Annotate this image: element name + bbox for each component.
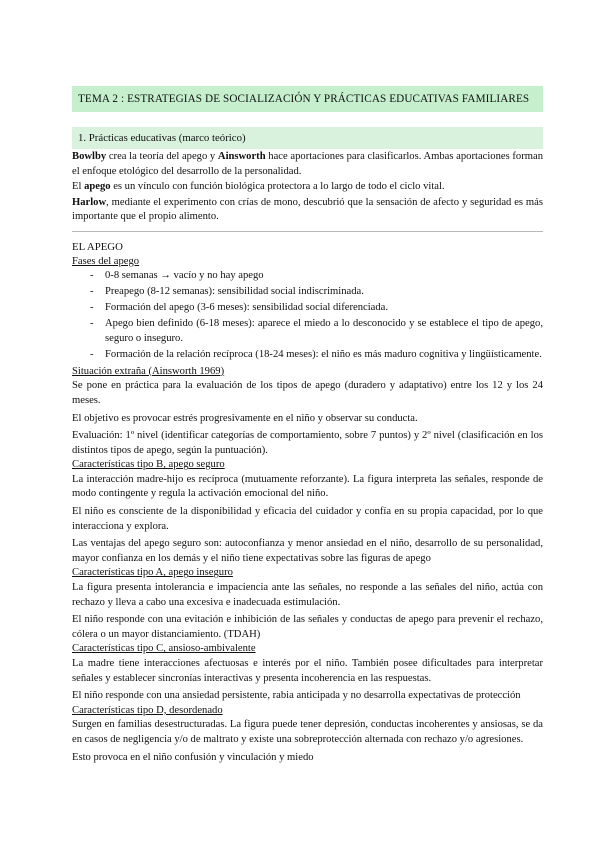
- harlow-text: , mediante el experimento con crías de mono, descubrió que la sensación de afecto y seguridad es más importante que el propio alimento.: [72, 196, 543, 223]
- apego-pre: El: [72, 181, 85, 193]
- ainsworth-name: Ainsworth: [217, 151, 266, 162]
- bowlby-name: Bowlby: [72, 151, 107, 162]
- dash-bullet: -: [90, 302, 94, 314]
- tipo-d-heading: Características tipo D, desordenado: [72, 704, 223, 716]
- dash-bullet: -: [90, 349, 94, 361]
- list-item: [90, 285, 543, 300]
- list-item: [90, 269, 543, 284]
- tipo-c-paragraph-2: El niño responde con una ansiedad persistente, rabia anticipada y no desarrolla expectativas de protección: [72, 690, 521, 702]
- bowlby-text-1: crea la teoría del apego y: [106, 151, 218, 162]
- list-item: [90, 301, 543, 316]
- tipo-b-paragraph-3: Las ventajas del apego seguro son: autoconfianza y menor ansiedad en el niño, desarrollo de su personalidad, mayor confianza en los demás y el niño tiene expectativas sobre las figuras de apego: [72, 538, 543, 564]
- tipo-d-paragraph-2: Esto provoca en el niño confusión y vinculación y miedo: [72, 751, 314, 763]
- section-heading-text: 1. Prácticas educativas (marco teórico): [78, 131, 246, 144]
- tipo-a-paragraph-1: La figura presenta intolerancia e impaciencia ante las señales, no responde a las señales del niño, actúa con rechazo y lleva a cabo una excesiva e inadecuada estimulación.: [72, 582, 543, 608]
- section-heading-practicas: [72, 127, 543, 149]
- fases-heading: Fases del apego: [72, 255, 140, 267]
- list-item: [90, 317, 543, 346]
- document-title: [72, 86, 543, 112]
- list-item: [90, 348, 543, 363]
- tipo-a-heading: Características tipo A, apego inseguro: [72, 567, 233, 579]
- bowlby-text-2: hace aportaciones para clasificarlos. Ambas aportaciones forman el enfoque etológico del desarrollo de la personalidad.: [72, 151, 543, 177]
- situacion-paragraph-1: Se pone en práctica para la evaluación de los tipos de apego (duradero y adaptativo) entre los 12 y los 24 meses.: [72, 380, 543, 406]
- list-item-text: Apego bien definido (6-18 meses): aparece el miedo a lo desconocido y se establece el tipo de apego, seguro o inseguro.: [105, 318, 543, 345]
- section-divider: [72, 231, 543, 232]
- intro-apego-paragraph: [72, 180, 543, 195]
- list-item-text: Formación del apego (3-6 meses): sensibilidad social diferenciada.: [105, 302, 388, 314]
- list-item-text: 0-8 semanas → vacío y no hay apego: [105, 270, 264, 282]
- dash-bullet: -: [90, 318, 94, 330]
- intro-bowlby-paragraph: [72, 150, 543, 179]
- tipo-c-paragraph-1: La madre tiene interacciones afectuosas e interés por el niño. También posee dificultades para interpretar señales y establecer sincronías interactivas y presenta incoherencia en las respuestas.: [72, 658, 543, 684]
- document-page: [72, 86, 543, 765]
- tipo-b-paragraph-2: El niño es consciente de la disponibilidad y eficacia del cuidador y confía en su propia capacidad, por lo que interacciona y explora.: [72, 506, 543, 532]
- fases-list: [72, 269, 543, 363]
- apego-word: apego: [84, 181, 111, 193]
- situacion-heading: Situación extraña (Ainsworth 1969): [72, 365, 225, 377]
- document-title-text: TEMA 2 : ESTRATEGIAS DE SOCIALIZACIÓN Y PRÁCTICAS EDUCATIVAS FAMILIARES: [78, 92, 530, 105]
- harlow-name: Harlow: [72, 196, 107, 208]
- dash-bullet: -: [90, 270, 94, 282]
- tipo-d-paragraph-1: Surgen en familias desestructuradas. La figura puede tener depresión, conductas incoherentes y ansiosas, se da en casos de negligencia y/o de maltrato y existe una sobreprotección alternada con rechazo y/o agresiones.: [72, 719, 543, 745]
- list-item-text: Preapego (8-12 semanas): sensibilidad social indiscriminada.: [105, 286, 364, 298]
- intro-block: [72, 150, 543, 225]
- tipo-c-heading: Características tipo C, ansioso-ambivalente: [72, 643, 256, 655]
- dash-bullet: -: [90, 286, 94, 298]
- tipo-a-paragraph-2: El niño responde con una evitación e inhibición de las señales y conductas de apego para prevenir el rechazo, cólera o un mayor distanciamiento. (TDAH): [72, 614, 543, 640]
- apego-post: es un vínculo con función biológica protectora a lo largo de todo el ciclo vital.: [110, 181, 445, 193]
- intro-harlow-paragraph: [72, 196, 543, 225]
- tipo-b-paragraph-1: La interacción madre-hijo es recíproca (mutuamente reforzante). La figura interpreta las señales, responde de modo contingente y regula la activación emocional del niño.: [72, 473, 543, 500]
- situacion-paragraph-2: El objetivo es provocar estrés progresivamente en el niño y observar su conducta.: [72, 412, 418, 424]
- situacion-paragraph-3: Evaluación: 1º nivel (identificar categorías de comportamiento, sobre 7 puntos) y 2º nivel (clasificación en los distintos tipos de apego, según la puntuación).: [72, 430, 543, 456]
- list-item-text: Formación de la relación recíproca (18-24 meses): el niño es más maduro cognitiva y lingüísticamente.: [105, 349, 542, 361]
- apego-heading: EL APEGO: [72, 240, 123, 253]
- tipo-b-heading: Características tipo B, apego seguro: [72, 459, 225, 471]
